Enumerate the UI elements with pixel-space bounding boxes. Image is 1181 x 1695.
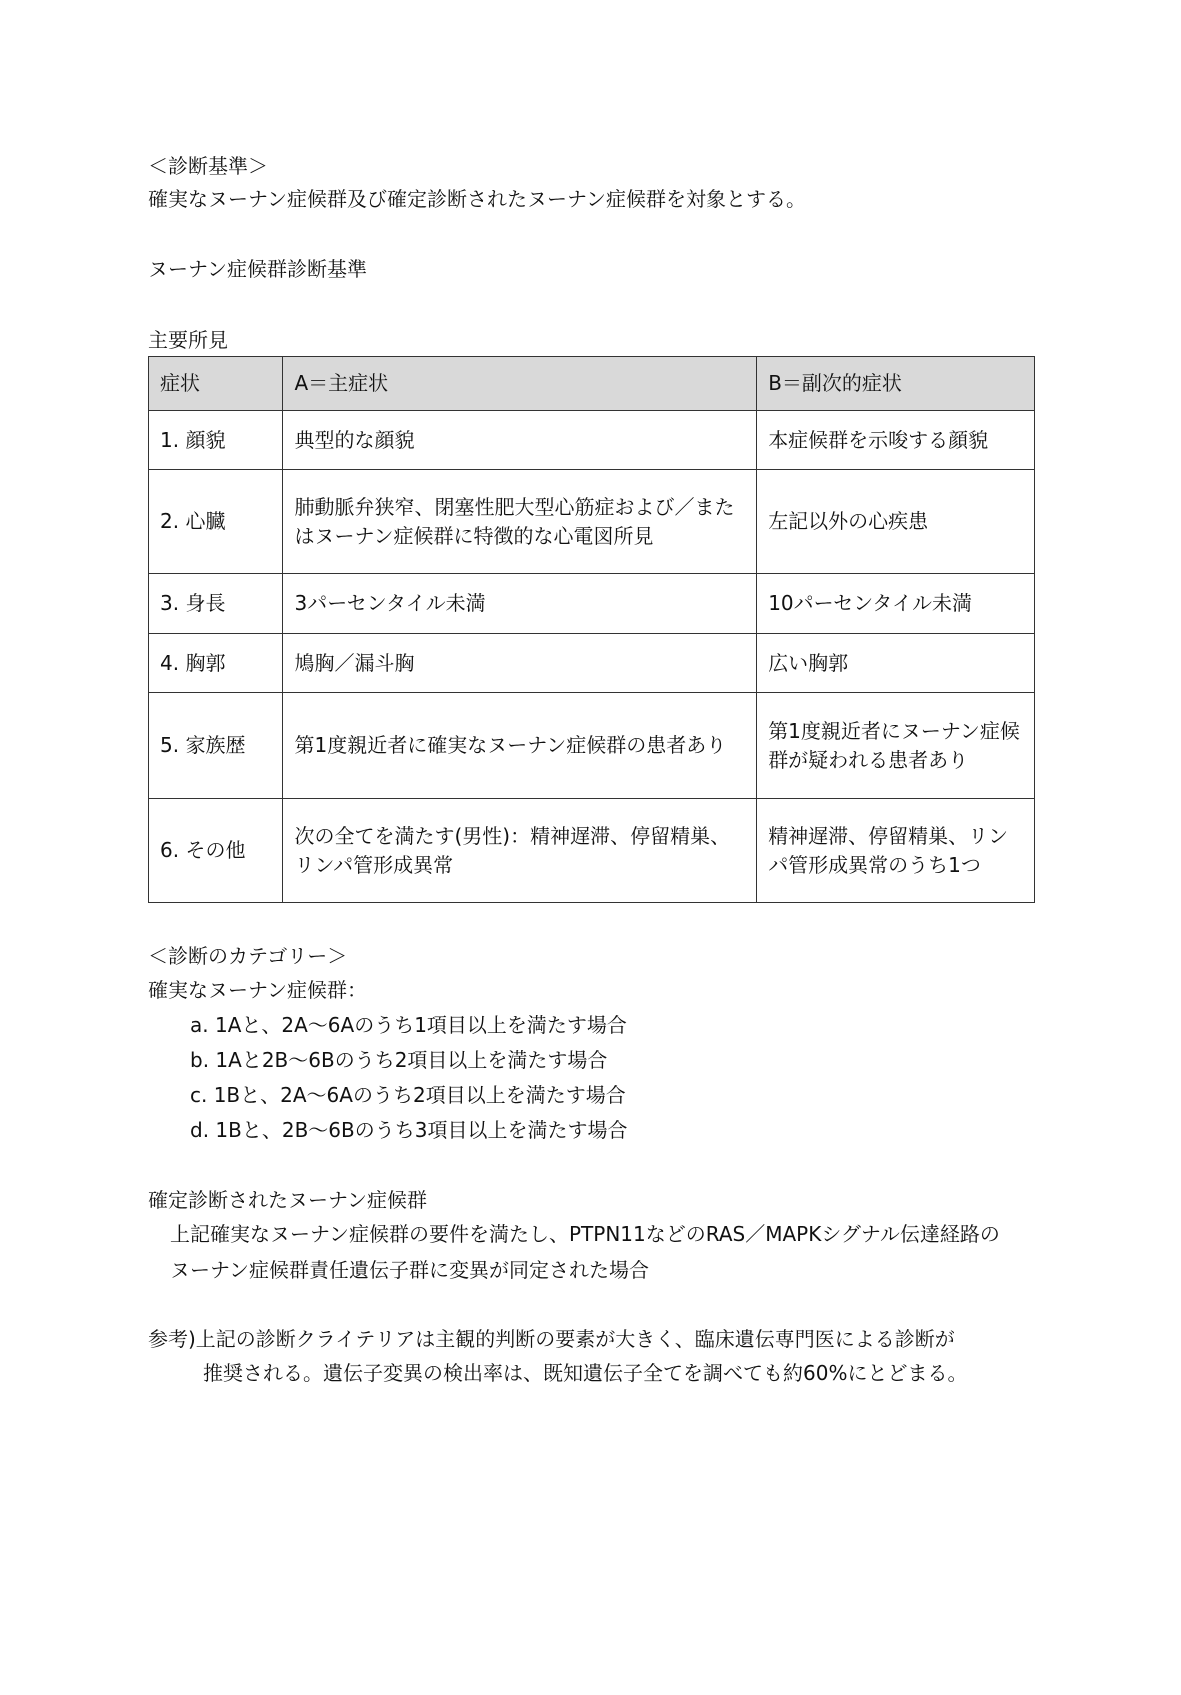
- reference-note: 推奨される。遺伝子変異の検出率は、既知遺伝子全てを調べても約60%にとどまる。: [203, 1361, 968, 1385]
- confirmed-label: 確定診断されたヌーナン症候群: [148, 1188, 427, 1212]
- cell: 肺動脈弁狭窄、閉塞性肥大型心筋症および／またはヌーナン症候群に特徴的な心電図所見: [283, 470, 757, 574]
- list-item: a. 1Aと、2A～6Aのうち1項目以上を満たす場合: [190, 1013, 627, 1037]
- intro-text: 確実なヌーナン症候群及び確定診断されたヌーナン症候群を対象とする。: [148, 187, 806, 211]
- table-row: [149, 693, 1035, 799]
- cell: 6. その他: [149, 799, 283, 903]
- cell: 3パーセンタイル未満: [283, 574, 757, 634]
- cell: 1. 顔貌: [149, 411, 283, 470]
- list-item: d. 1Bと、2B～6Bのうち3項目以上を満たす場合: [190, 1118, 628, 1142]
- table-header-row: [149, 357, 1035, 411]
- cell: 次の全てを満たす(男性)：精神遅滞、停留精巣、リンパ管形成異常: [283, 799, 757, 903]
- confirmed-text: ヌーナン症候群責任遺伝子群に変異が同定された場合: [170, 1258, 649, 1282]
- table-row: [149, 470, 1035, 574]
- category-heading: ＜診断のカテゴリー＞: [148, 944, 348, 968]
- table-row: [149, 574, 1035, 634]
- table-row: [149, 411, 1035, 470]
- cell: 精神遅滞、停留精巣、リンパ管形成異常のうち1つ: [757, 799, 1035, 903]
- cell: 鳩胸／漏斗胸: [283, 634, 757, 693]
- list-item: b. 1Aと2B～6Bのうち2項目以上を満たす場合: [190, 1048, 608, 1072]
- header-cell: A＝主症状: [283, 357, 757, 411]
- reference-note: 参考)上記の診断クライテリアは主観的判断の要素が大きく、臨床遺伝専門医による診断が: [148, 1327, 955, 1351]
- cell: 10パーセンタイル未満: [757, 574, 1035, 634]
- cell: 広い胸郭: [757, 634, 1035, 693]
- cell: 第1度親近者に確実なヌーナン症候群の患者あり: [283, 693, 757, 799]
- table-row: [149, 634, 1035, 693]
- cell: 左記以外の心疾患: [757, 470, 1035, 574]
- findings-title: 主要所見: [148, 328, 228, 352]
- cell: 4. 胸郭: [149, 634, 283, 693]
- cell: 典型的な顔貌: [283, 411, 757, 470]
- cell: 第1度親近者にヌーナン症候群が疑われる患者あり: [757, 693, 1035, 799]
- cell: 本症候群を示唆する顔貌: [757, 411, 1035, 470]
- cell: 3. 身長: [149, 574, 283, 634]
- confirmed-text: 上記確実なヌーナン症候群の要件を満たし、PTPN11などのRAS／MAPKシグナル伝達経路の: [170, 1222, 1000, 1246]
- section-heading: ＜診断基準＞: [148, 154, 268, 178]
- table-row: [149, 799, 1035, 903]
- findings-table: [148, 356, 1035, 903]
- criteria-title: ヌーナン症候群診断基準: [148, 257, 367, 281]
- header-cell: B＝副次的症状: [757, 357, 1035, 411]
- list-item: c. 1Bと、2A～6Aのうち2項目以上を満たす場合: [190, 1083, 626, 1107]
- definite-label: 確実なヌーナン症候群：: [148, 978, 367, 1002]
- cell: 2. 心臓: [149, 470, 283, 574]
- header-cell: 症状: [149, 357, 283, 411]
- cell: 5. 家族歴: [149, 693, 283, 799]
